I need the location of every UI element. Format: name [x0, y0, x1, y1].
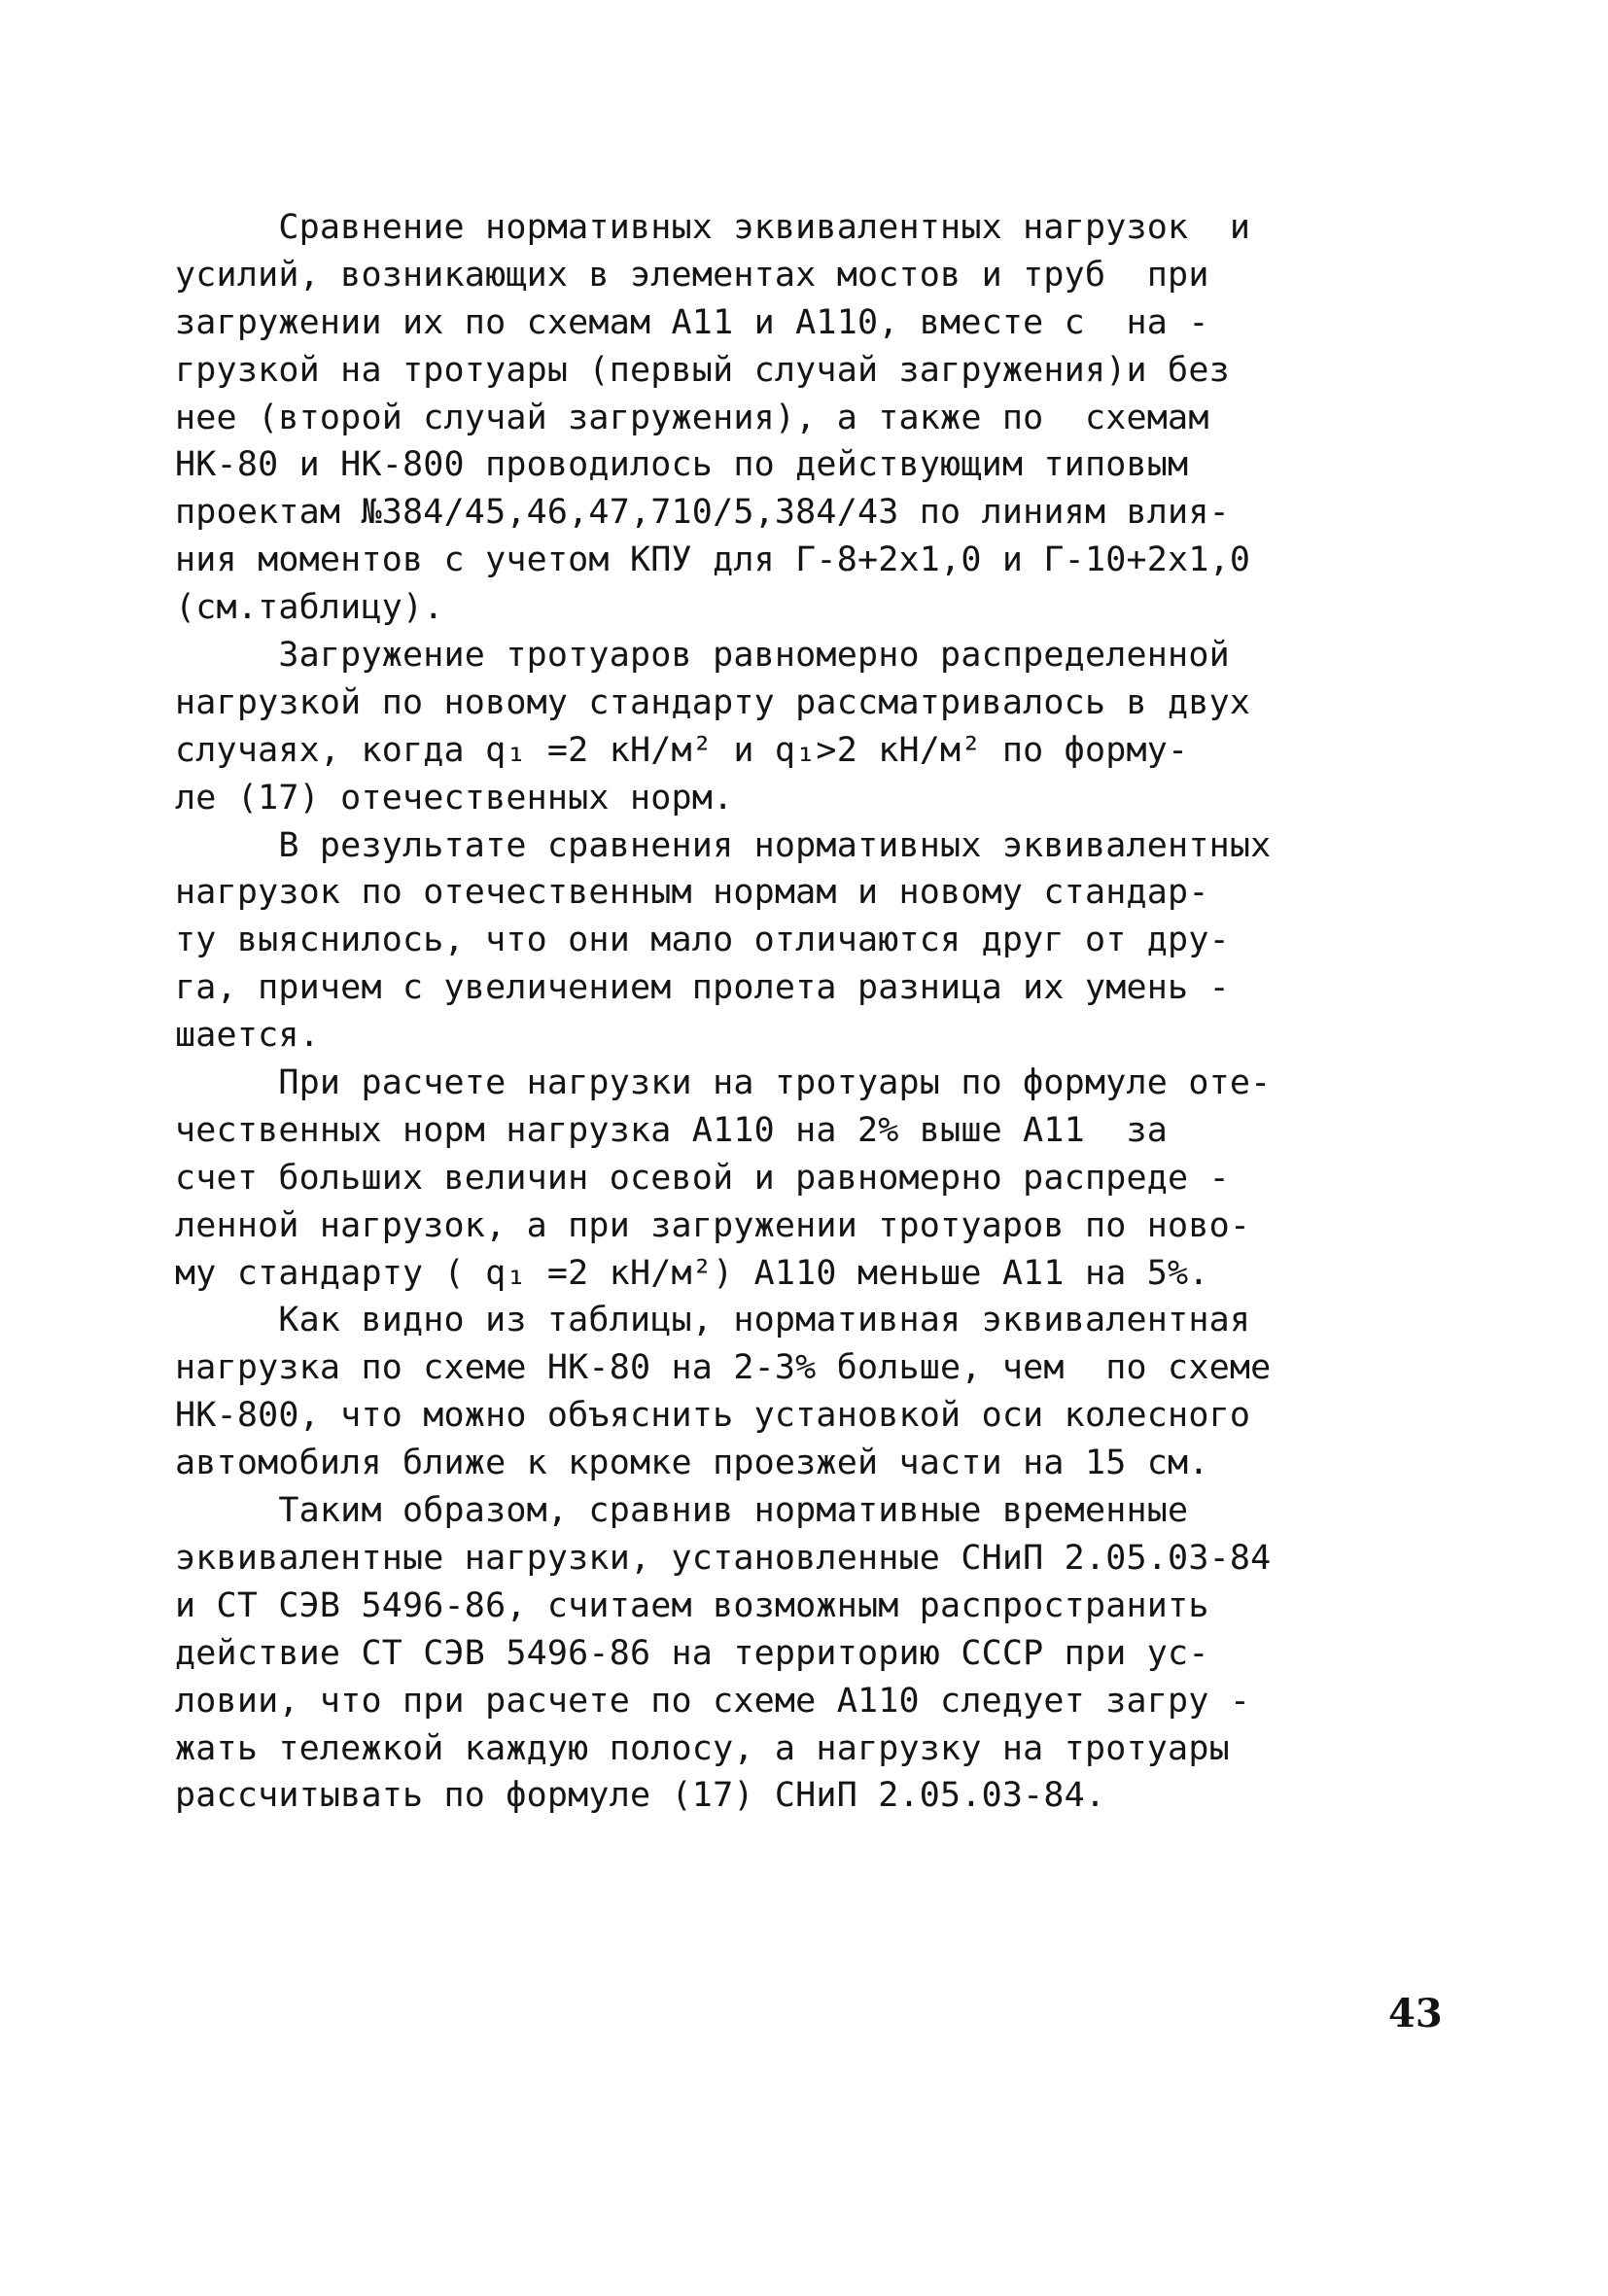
- text-line: загружении их по схемам А11 и А110, вместе с на -: [175, 302, 1209, 342]
- text-line: шается.: [175, 1016, 320, 1056]
- text-line: чественных норм нагрузка А110 на 2% выше А11 за: [175, 1110, 1169, 1150]
- text-line: счет больших величин осевой и равномерно распреде -: [175, 1158, 1230, 1198]
- text-line: (см.таблицу).: [175, 588, 444, 628]
- text-line: жать тележкой каждую полосу, а нагрузку на тротуары: [175, 1728, 1230, 1768]
- text-line: Загружение тротуаров равномерно распределенной: [175, 636, 1230, 676]
- text-line: му стандарту ( q₁ =2 кН/м²) А110 меньше А11 на 5%.: [175, 1253, 1209, 1293]
- text-line: рассчитывать по формуле (17) СНиП 2.05.03-84.: [175, 1776, 1106, 1816]
- text-line: нагрузок по отечественным нормам и новому стандар-: [175, 873, 1209, 913]
- text-line: В результате сравнения нормативных эквивалентных: [175, 825, 1272, 865]
- text-line: нее (второй случай загружения), а также по схемам: [175, 398, 1209, 437]
- text-line: усилий, возникающих в элементах мостов и труб при: [175, 255, 1209, 295]
- text-line: действие СТ СЭВ 5496-86 на территорию СССР при ус-: [175, 1633, 1209, 1673]
- text-line: эквивалентные нагрузки, установленные СНиП 2.05.03-84: [175, 1538, 1272, 1578]
- text-line: ту выяснилось, что они мало отличаются друг от дру-: [175, 921, 1230, 960]
- text-line: НК-80 и НК-800 проводилось по действующим типовым: [175, 445, 1189, 485]
- page-number: 43: [1388, 1991, 1443, 2036]
- text-line: ния моментов с учетом КПУ для Г-8+2х1,0 и Г-10+2х1,0: [175, 540, 1251, 580]
- text-line: автомобиля ближе к кромке проезжей части на 15 см.: [175, 1444, 1209, 1483]
- text-line: ле (17) отечественных норм.: [175, 778, 734, 818]
- text-line: случаях, когда q₁ =2 кН/м² и q₁>2 кН/м² по форму-: [175, 730, 1189, 770]
- text-line: Сравнение нормативных эквивалентных нагрузок и: [175, 208, 1251, 247]
- text-line: грузкой на тротуары (первый случай загружения)и без: [175, 350, 1230, 390]
- text-line: га, причем с увеличением пролета разница их умень -: [175, 968, 1230, 1008]
- text-line: Таким образом, сравнив нормативные временные: [175, 1491, 1189, 1531]
- text-line: ленной нагрузок, а при загружении тротуаров по ново-: [175, 1205, 1251, 1245]
- text-line: Как видно из таблицы, нормативная эквивалентная: [175, 1301, 1251, 1340]
- text-line: нагрузкой по новому стандарту рассматривалось в двух: [175, 682, 1251, 722]
- document-body: [175, 204, 1439, 1820]
- text-line: и СТ СЭВ 5496-86, считаем возможным распространить: [175, 1585, 1209, 1625]
- text-line: проектам №384/45,46,47,710/5,384/43 по линиям влия-: [175, 493, 1230, 533]
- text-line: нагрузка по схеме НК-80 на 2-3% больше, чем по схеме: [175, 1348, 1272, 1388]
- text-line: НК-800, что можно объяснить установкой оси колесного: [175, 1396, 1251, 1436]
- text-line: ловии, что при расчете по схеме А110 следует загру -: [175, 1681, 1251, 1721]
- text-line: При расчете нагрузки на тротуары по формуле оте-: [175, 1063, 1272, 1103]
